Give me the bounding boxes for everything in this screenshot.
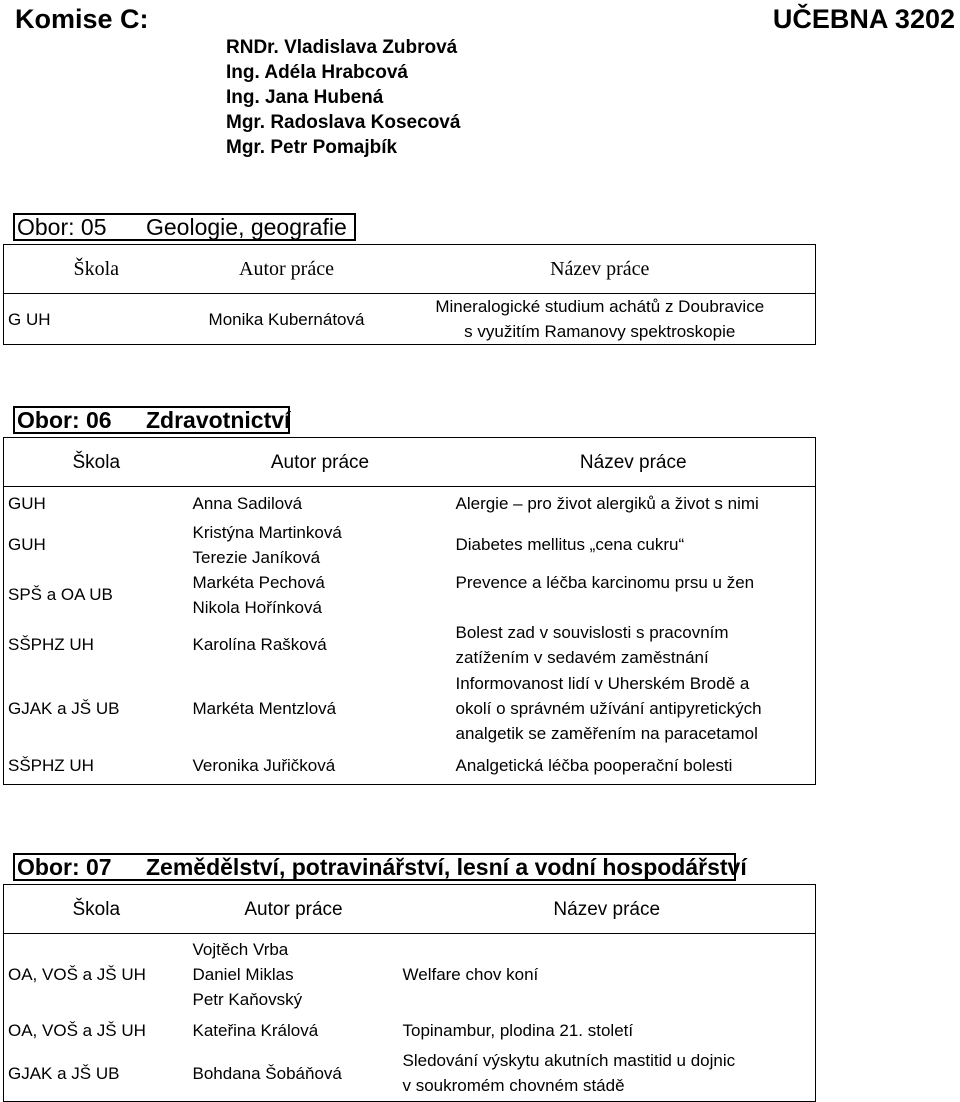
column-header-nazev: Název práce xyxy=(399,885,816,934)
obor-name: Zemědělství, potravinářství, lesní a vodní hospodářství xyxy=(146,854,747,880)
cell-nazev: Topinambur, plodina 21. století xyxy=(402,1021,634,1040)
cell-nazev-line: v soukromém chovném stádě xyxy=(402,1076,625,1096)
cell-skola: GUH xyxy=(8,535,46,554)
cell-nazev xyxy=(452,620,816,670)
cell-nazev-line: Mineralogické studium achátů z Doubravice xyxy=(435,297,765,316)
commission-title: Komise C: xyxy=(15,4,149,34)
cell-nazev-line: analgetik se zaměřením na paracetamol xyxy=(455,723,758,743)
commission-member: Ing. Adéla Hrabcová xyxy=(226,62,408,83)
obor-name: Zdravotnictví xyxy=(146,407,291,433)
table-row xyxy=(4,520,816,570)
column-header-nazev: Název práce xyxy=(452,438,816,487)
cell-autor xyxy=(189,934,399,1016)
cell-nazev: Diabetes mellitus „cena cukru“ xyxy=(455,535,685,554)
table-row xyxy=(4,294,816,345)
works-table-07 xyxy=(3,884,816,1102)
cell-nazev xyxy=(399,1046,816,1102)
cell-autor-line: Daniel Miklas xyxy=(192,965,294,985)
cell-skola: GJAK a JŠ UB xyxy=(8,1063,120,1083)
table-row xyxy=(4,670,816,747)
column-header-skola: Škola xyxy=(4,885,189,934)
obor-name: Geologie, geografie xyxy=(146,214,347,240)
cell-skola: SPŠ a OA UB xyxy=(8,585,113,604)
cell-skola: SŠPHZ UH xyxy=(8,755,94,775)
table-row xyxy=(4,934,816,1016)
table-row xyxy=(4,620,816,670)
table-row xyxy=(4,1016,816,1046)
cell-autor: Veronika Juřičková xyxy=(192,755,336,775)
column-header-autor: Autor práce xyxy=(189,438,452,487)
commission-member: Ing. Jana Hubená xyxy=(226,87,384,108)
cell-skola: SŠPHZ UH xyxy=(8,635,94,654)
cell-nazev: Alergie – pro život alergiků a život s nimi xyxy=(455,493,759,513)
cell-skola: OA, VOŠ a JŠ UH xyxy=(8,965,146,985)
works-table-05 xyxy=(3,244,816,345)
cell-nazev-line: Informovanost lidí v Uherském Brodě a xyxy=(455,673,750,693)
column-header-autor: Autor práce xyxy=(189,885,399,934)
cell-nazev-line: okolí o správném užívání antipyretických xyxy=(455,698,762,718)
commission-member: Mgr. Radoslava Kosecová xyxy=(226,112,461,133)
column-header-skola: Škola xyxy=(4,438,189,487)
cell-autor: Bohdana Šobáňová xyxy=(192,1063,342,1083)
cell-autor-line: Petr Kaňovský xyxy=(192,990,303,1010)
cell-autor: Anna Sadilová xyxy=(192,493,303,513)
column-header-skola: Škola xyxy=(4,245,189,294)
cell-skola: G UH xyxy=(8,309,51,329)
cell-nazev-line: Bolest zad v souvislosti s pracovním xyxy=(455,622,729,642)
cell-skola: OA, VOŠ a JŠ UH xyxy=(8,1021,146,1040)
cell-autor-line: Kristýna Martinková xyxy=(192,522,342,542)
works-table-06 xyxy=(3,437,816,785)
cell-autor: Karolína Rašková xyxy=(192,635,327,654)
column-header-nazev: Název práce xyxy=(385,245,816,294)
column-header-autor: Autor práce xyxy=(189,245,385,294)
obor-label: Obor: 06 xyxy=(17,407,112,433)
cell-autor-line: Markéta Pechová xyxy=(192,572,325,592)
table-row xyxy=(4,747,816,785)
cell-skola: GUH xyxy=(8,493,46,513)
cell-nazev-line: zatížením v sedavém zaměstnání xyxy=(455,647,709,667)
cell-nazev-line: s využitím Ramanovy spektroskopie xyxy=(464,322,736,341)
obor-label: Obor: 07 xyxy=(17,854,112,880)
cell-autor-line: Terezie Janíková xyxy=(192,547,321,567)
cell-autor xyxy=(189,570,452,620)
cell-autor-line: Nikola Hořínková xyxy=(192,597,322,617)
cell-autor-line: Vojtěch Vrba xyxy=(192,940,289,960)
cell-nazev: Welfare chov koní xyxy=(402,965,539,985)
cell-autor: Kateřina Králová xyxy=(192,1021,319,1040)
cell-nazev xyxy=(385,294,816,345)
cell-autor: Markéta Mentzlová xyxy=(192,698,337,718)
table-row xyxy=(4,1046,816,1102)
table-row xyxy=(4,487,816,520)
cell-autor xyxy=(189,520,452,570)
room-label: UČEBNA 3202 xyxy=(772,4,955,34)
commission-member: Mgr. Petr Pomajbík xyxy=(226,137,398,158)
cell-autor: Monika Kubernátová xyxy=(208,309,365,329)
table-row xyxy=(4,570,816,620)
cell-nazev: Prevence a léčba karcinomu prsu u žen xyxy=(455,572,755,592)
cell-nazev-line: Sledování výskytu akutních mastitid u dojnic xyxy=(402,1051,736,1071)
commission-member: RNDr. Vladislava Zubrová xyxy=(226,37,458,58)
cell-skola: GJAK a JŠ UB xyxy=(8,698,120,718)
cell-nazev: Analgetická léčba pooperační bolesti xyxy=(455,755,733,775)
obor-label: Obor: 05 xyxy=(17,214,107,240)
cell-nazev xyxy=(452,670,816,747)
